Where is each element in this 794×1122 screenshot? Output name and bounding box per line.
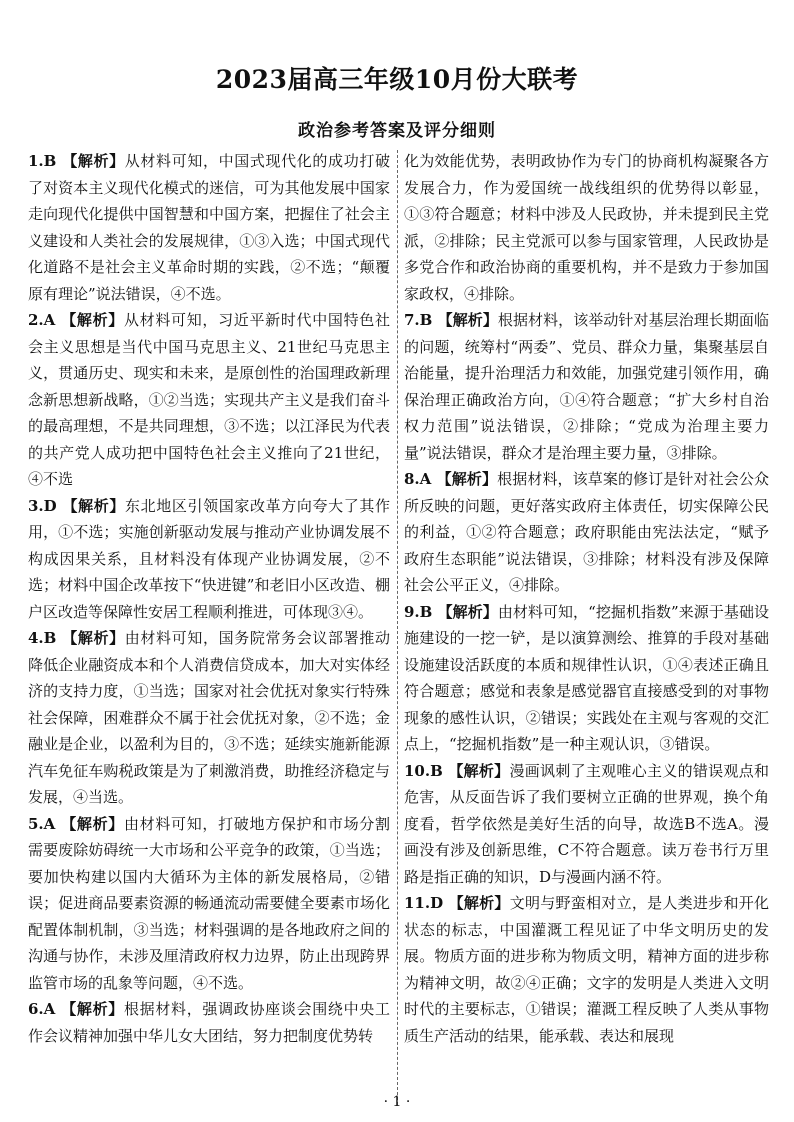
question-number: 3. — [28, 496, 44, 515]
analysis-tag: 【解析】 — [62, 152, 125, 170]
column-divider — [397, 150, 398, 1105]
question-1 — [28, 148, 390, 307]
question-text: 根据材料，该草案的修订是针对社会公众所反映的问题，更好落实政府主体责任，切实保障公民的利益，①②符合题意；政府职能由宪法法定，“赋予政府生态职能”说法错误，③排除；材料没有涉及保障社会公平正义，④排除。 — [404, 470, 769, 594]
answer-letter: B — [419, 311, 433, 329]
question-number: 7. — [404, 311, 420, 329]
question-number: 6. — [28, 1000, 44, 1018]
question-number: 9. — [404, 602, 420, 621]
page-number: · 1 · — [383, 1094, 411, 1110]
answer-letter: D — [43, 496, 57, 515]
left-column — [28, 148, 390, 1049]
page-subtitle: 政治参考答案及评分细则 — [298, 121, 496, 141]
question-text: 从材料可知，中国式现代化的成功打破了对资本主义现代化模式的迷信，可为其他发展中国家走向现代化提供中国智慧和中国方案，把握住了社会主义建设和人类社会的发展规律，①③入选；中国式现代化道路不是社会主义革命时期的实践，②不选；“颠覆原有理论”说法错误，④不选。 — [28, 152, 390, 303]
question-5 — [28, 811, 390, 997]
question-number: 10. — [404, 761, 431, 780]
question-text: 从材料可知，习近平新时代中国特色社会主义思想是当代中国马克思主义、21世纪马克思主义，贯通历史、现实和未来，是原创性的治国理政新理念新思想新战略，①②当选；实现共产主义是我们奋斗的最高理想，不是共同理想，③不选；以江泽民为代表的共产党人成功把中国特色社会主义推向了21世纪，④不选 — [28, 311, 390, 488]
question-number: 5. — [28, 814, 44, 833]
question-9 — [404, 599, 769, 758]
analysis-tag: 【解析】 — [448, 761, 510, 780]
question-text: 由材料可知，打破地方保护和市场分割需要废除妨碍统一大市场和公平竞争的政策，①当选；要加快构建以国内大循环为主体的新发展格局，②错误；促进商品要素资源的畅通流动需要健全要素市场化配置体制机制，③当选；材料强调的是各地政府之间的沟通与协作，未涉及厘清政府权力边界，防止出现跨界监管市场的乱象等问题，④不选。 — [28, 814, 390, 992]
answer-letter: A — [43, 814, 56, 833]
answer-letter: A — [43, 311, 56, 329]
analysis-tag: 【解析】 — [436, 470, 498, 488]
answer-letter: B — [419, 602, 433, 621]
question-text: 由材料可知，国务院常务会议部署推动降低企业融资成本和个人消费信贷成本，加大对实体经济的支持力度，①当选；国家对社会优抚对象实行特殊社会保障，困难群众不属于社会优抚对象，②不选；金融业是企业，以盈利为目的，③不选；延续实施新能源汽车免征车购税政策是为了刺激消费，助推经济稳定与发展，④当选。 — [28, 629, 390, 806]
analysis-tag: 【解析】 — [61, 1000, 124, 1018]
question-6 — [28, 996, 390, 1049]
analysis-tag: 【解析】 — [448, 894, 510, 912]
question-10 — [404, 758, 769, 891]
question-6-continued — [404, 148, 769, 307]
analysis-tag: 【解析】 — [62, 629, 125, 647]
question-number: 1. — [28, 152, 44, 170]
answer-letter: B — [43, 629, 57, 647]
question-number: 4. — [28, 629, 44, 647]
answer-letter: A — [43, 1000, 56, 1018]
question-11 — [404, 890, 769, 1049]
right-column — [404, 148, 769, 1049]
analysis-tag: 【解析】 — [437, 311, 498, 329]
question-3 — [28, 493, 390, 626]
question-text: 化为效能优势，表明政协作为专门的协商机构凝聚各方发展合力，作为爱国统一战线组织的优势得以彰显，①③符合题意；材料中涉及人民政协，并未提到民主党派，②排除；民主党派可以参与国家管理，人民政协是多党合作和政治协商的重要机构，并不是致力于参加国家政权，④排除。 — [404, 152, 769, 303]
answer-letter: B — [43, 152, 57, 170]
question-8 — [404, 466, 769, 599]
analysis-tag: 【解析】 — [62, 496, 126, 515]
analysis-tag: 【解析】 — [61, 311, 124, 329]
question-number: 8. — [404, 470, 420, 488]
question-number: 2. — [28, 311, 44, 329]
question-number: 11. — [404, 894, 431, 912]
answer-letter: D — [430, 894, 444, 912]
answer-letter: A — [419, 470, 432, 488]
question-text: 漫画讽刺了主观唯心主义的错误观点和危害，从反面告诉了我们要树立正确的世界观，换个角度看，哲学依然是美好生活的向导，故选B不选A。漫画没有涉及创新思维，C不符合题意。读万卷书行万里路是指正确的知识，D与漫画内涵不符。 — [404, 761, 769, 886]
question-text: 根据材料，强调政协座谈会围绕中央工作会议精神加强中华儿女大团结，努力把制度优势转 — [28, 1000, 390, 1045]
question-text: 东北地区引领国家改革方向夸大了其作用，①不选；实施创新驱动发展与推动产业协调发展不构成因果关系，且材料没有体现产业协调发展，②不选；材料中国企改革按下“快进键”和老旧小区改造、棚户区改造等保障性安居工程顺利推进，可体现③④。 — [28, 496, 390, 621]
answer-letter: B — [430, 761, 443, 780]
question-text: 根据材料，该举动针对基层治理长期面临的问题，统筹村“两委”、党员、群众力量，集聚基层自治能量，提升治理活力和效能，加强党建引领作用，确保治理正确政治方向，①④符合题意；“扩大乡村自治权力范围”说法错误，②排除；“党成为治理主要力量”说法错误，群众才是治理主要力量，③排除。 — [404, 311, 769, 462]
analysis-tag: 【解析】 — [437, 602, 498, 621]
question-7 — [404, 307, 769, 466]
page-title: 2023届高三年级10月份大联考 — [215, 65, 579, 94]
question-2 — [28, 307, 390, 493]
question-4 — [28, 625, 390, 811]
question-text: 由材料可知，“挖掘机指数”来源于基础设施建设的一挖一铲，是以演算测绘、推算的手段对基础设施建设活跃度的本质和规律性认识，①④表述正确且符合题意；感觉和表象是感觉器官直接感受到的对事物现象的感性认识，②错误；实践处在主观与客观的交汇点上，“挖掘机指数”是一种主观认识，③错误。 — [404, 602, 769, 753]
question-text: 文明与野蛮相对立，是人类进步和开化状态的标志，中国灌溉工程见证了中华文明历史的发展。物质方面的进步称为物质文明，精神方面的进步称为精神文明，故②④正确；文字的发明是人类进入文明时代的主要标志，①错误；灌溉工程反映了人类从事物质生产活动的结果，能承载、表达和展现 — [404, 894, 769, 1045]
analysis-tag: 【解析】 — [61, 814, 124, 833]
